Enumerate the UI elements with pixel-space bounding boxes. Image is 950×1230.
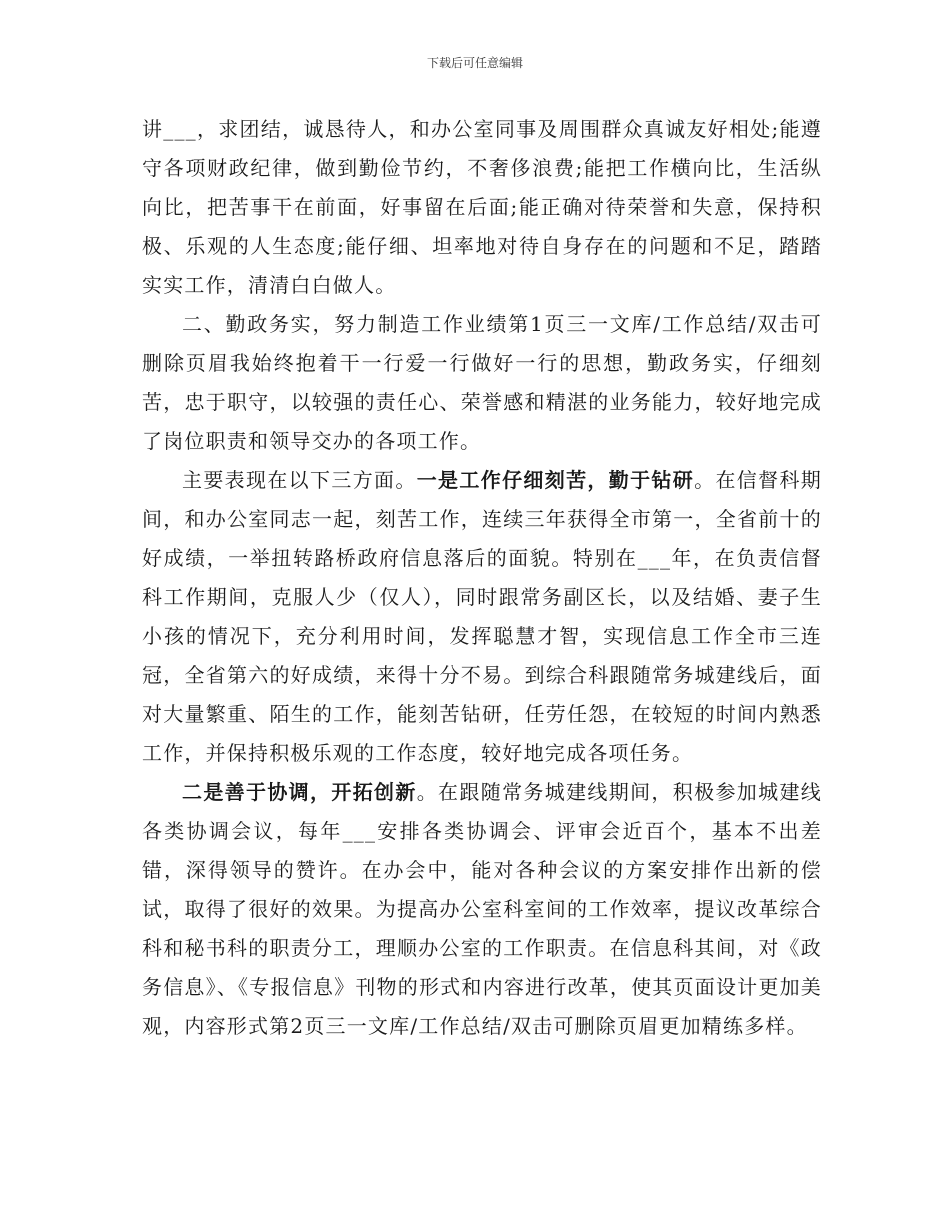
paragraph-3-bold-heading: 一是工作仔细刻苦，勤于钻研 xyxy=(416,468,695,492)
paragraph-3 xyxy=(142,461,822,773)
document-body xyxy=(142,110,822,1046)
paragraph-4-bold-heading: 二是善于协调，开拓创新 xyxy=(182,780,417,804)
paragraph-1: 讲___，求团结，诚恳待人，和办公室同事及周围群众真诚友好相处;能遵守各项财政纪律，做到勤俭节约，不奢侈浪费;能把工作横向比，生活纵向比，把苦事干在前面，好事留在后面;能正确对待荣誉和失意，保持积极、乐观的人生态度;能仔细、坦率地对待自身存在的问题和不足，踏踏实实工作，清清白白做人。 xyxy=(142,117,822,297)
paragraph-3-rest: 。在信督科期间，和办公室同志一起，刻苦工作，连续三年获得全市第一，全省前十的好成绩，一举扭转路桥政府信息落后的面貌。特别在___年，在负责信督科工作期间，克服人少（仅人），同时跟常务副区长，以及结婚、妻子生小孩的情况下，充分利用时间，发挥聪慧才智，实现信息工作全市三连冠，全省第六的好成绩，来得十分不易。到综合科跟随常务城建线后，面对大量繁重、陌生的工作，能刻苦钻研，任劳任怨，在较短的时间内熟悉工作，并保持积极乐观的工作态度，较好地完成各项任务。 xyxy=(142,468,822,765)
paragraph-2: 二、勤政务实，努力制造工作业绩第1页三一文库/工作总结/双击可删除页眉我始终抱着干一行爱一行做好一行的思想，勤政务实，仔细刻苦，忠于职守，以较强的责任心、荣誉感和精湛的业务能力，较好地完成了岗位职责和领导交办的各项工作。 xyxy=(142,312,822,453)
paragraph-3-lead: 主要表现在以下三方面。 xyxy=(182,468,417,492)
page-header: 下载后可任意编辑 xyxy=(426,56,523,70)
paragraph-4-rest: 。在跟随常务城建线期间，积极参加城建线各类协调会议，每年___安排各类协调会、评审会近百个，基本不出差错，深得领导的赞许。在办会中，能对各种会议的方案安排作出新的偿试，取得了很好的效果。为提高办公室科室间的工作效率，提议改革综合科和秘书科的职责分工，理顺办公室的工作职责。在信息科其间，对《政务信息》、《专报信息》刊物的形式和内容进行改革，使其页面设计更加美观，内容形式第2页三一文库/工作总结/双击可删除页眉更加精练多样。 xyxy=(142,780,822,1038)
paragraph-4 xyxy=(142,773,822,1046)
